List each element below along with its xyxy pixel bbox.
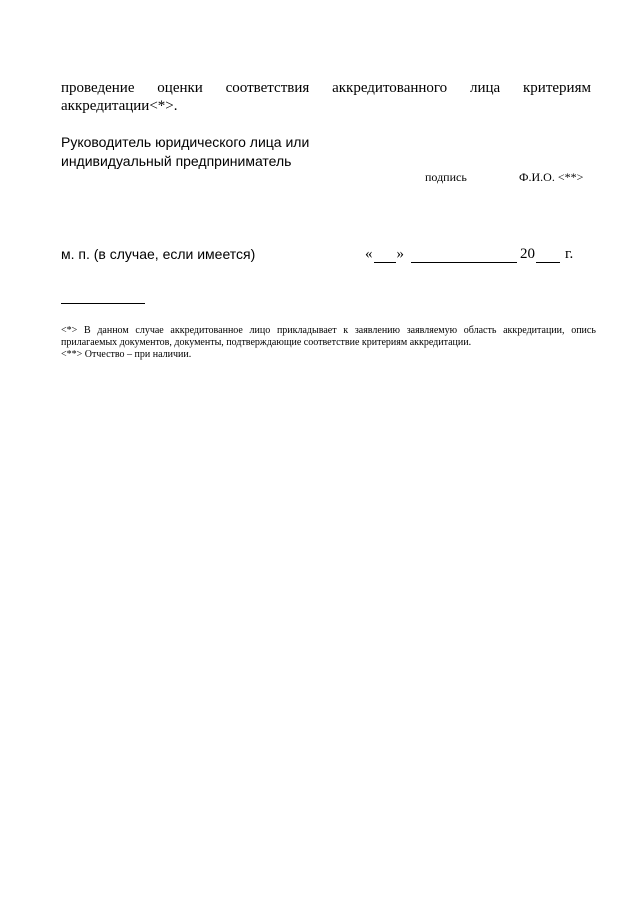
word: <*> [61,325,78,336]
word: аккредитованного [332,80,448,96]
word: к [343,325,349,336]
word: данном [97,325,129,336]
full-name-label: Ф.И.О. <**> [519,170,584,184]
year-suffix: г. [565,246,574,262]
month-blank [411,248,517,263]
day-blank [374,248,396,263]
date-field [365,246,573,263]
open-quote: « [365,246,373,262]
year-blank [536,248,560,263]
word: опись [571,325,596,336]
footnote-1-line-2: прилагаемых документов, документы, подтверждающие соответствие критериям аккредитации. [61,337,472,348]
stamp-place-label: м. п. (в случае, если имеется) [61,246,256,262]
paragraph-line-2: аккредитации<*>. [61,98,178,114]
signer-title [61,133,309,171]
footnote-separator [61,303,145,304]
word: случае [135,325,164,336]
footnote-2: <**> Отчество – при наличии. [61,349,192,360]
word: проведение [61,80,135,96]
word: оценки [157,80,203,96]
word: прикладывает [276,325,337,336]
word: область [463,325,497,336]
year-prefix: 20 [520,246,535,262]
word: соответствия [225,80,310,96]
signature-label: подпись [425,170,467,184]
word: критериям [523,80,591,96]
paragraph-line-1 [61,79,591,97]
close-quote: » [396,246,404,262]
signer-line-1: Руководитель юридического лица или [61,134,310,150]
word: лицо [249,325,271,336]
word: заявляемую [406,325,458,336]
footnotes [61,325,596,361]
word: лица [470,80,501,96]
word: аккредитации, [503,325,565,336]
word: заявлению [354,325,400,336]
footnote-1-line-1 [61,325,596,337]
word: аккредитованное [170,325,243,336]
word: В [83,325,91,336]
signer-line-2: индивидуальный предприниматель [61,153,292,169]
